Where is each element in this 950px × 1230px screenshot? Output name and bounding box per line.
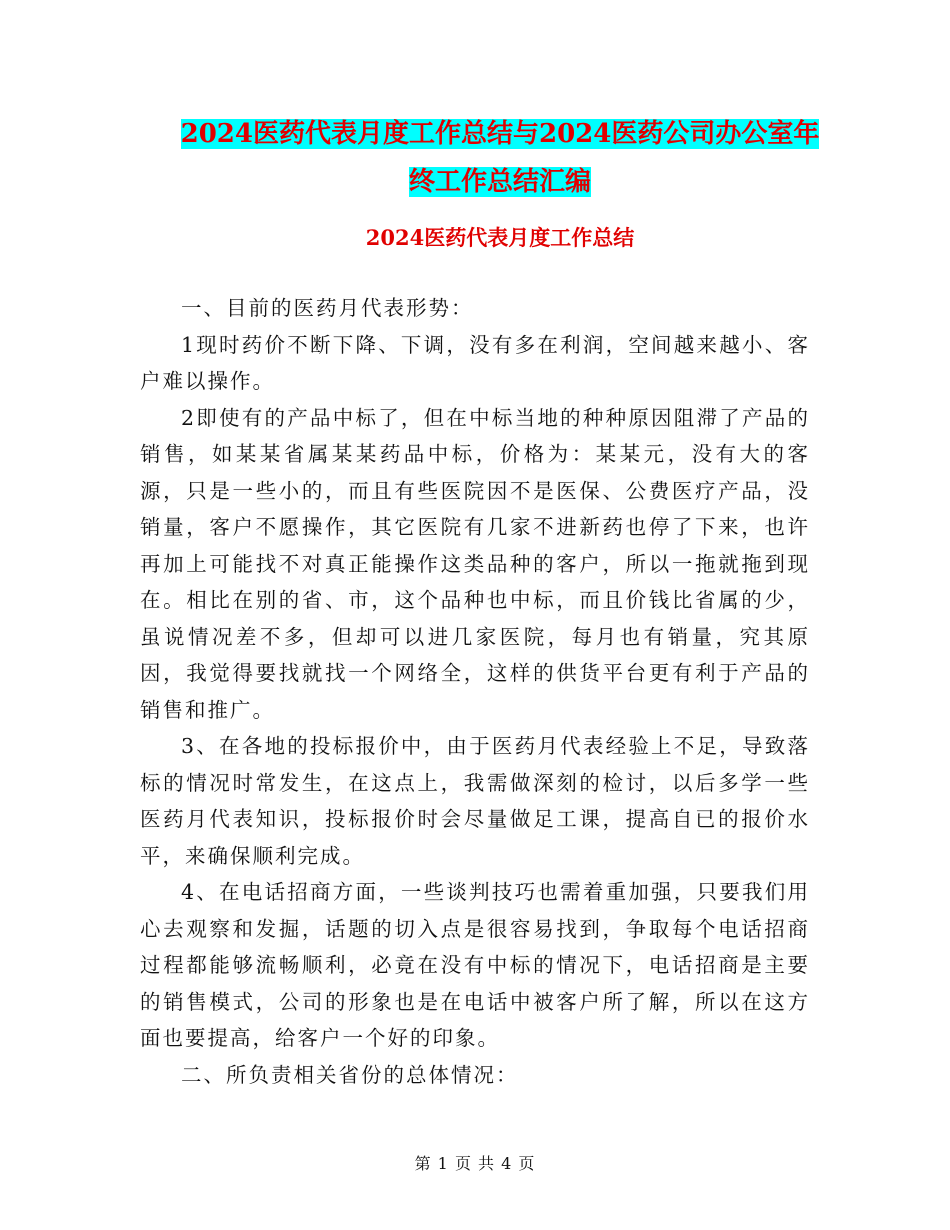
document-title [140,110,860,206]
paragraph: 4、在电话招商方面，一些谈判技巧也需着重加强，只要我们用心去观察和发掘，话题的切入点是很容易找到，争取每个电话招商过程都能够流畅顺利，必竟在没有中标的情况下，电话招商是主要的销售模式，公司的形象也是在电话中被客户所了解，所以在这方面也要提高，给客户一个好的印象。 [140,880,810,1050]
paragraph: 3、在各地的投标报价中，由于医药月代表经验上不足，导致落标的情况时常发生，在这点上，我需做深刻的检讨，以后多学一些医药月代表知识，投标报价时会尽量做足工课，提高自已的报价水平，来确保顺利完成。 [140,734,810,868]
paragraph-heading-1: 一、目前的医药月代表形势： [181,296,474,320]
document-body [140,290,810,1093]
section-title: 2024医药代表月度工作总结 [365,225,635,250]
title-line-2: 终工作总结汇编 [408,167,591,197]
title-line-1: 2024医药代表月度工作总结与2024医药公司办公室年 [180,119,820,149]
paragraph: 2即使有的产品中标了，但在中标当地的种种原因阻滞了产品的销售，如某某省属某某药品中标，价格为：某某元，没有大的客源，只是一些小的，而且有些医院因不是医保、公费医疗产品，没销量，客户不愿操作，其它医院有几家不进新药也停了下来，也许再加上可能找不对真正能操作这类品种的客户，所以一拖就拖到现在。相比在别的省、市，这个品种也中标，而且价钱比省属的少，虽说情况差不多，但却可以进几家医院，每月也有销量，究其原因，我觉得要找就找一个网络全，这样的供货平台更有利于产品的销售和推广。 [140,405,810,722]
page-footer: 第 1 页 共 4 页 [414,1154,536,1173]
paragraph-heading-2: 二、所负责相关省份的总体情况： [181,1062,519,1087]
paragraph: 1现时药价不断下降、下调，没有多在利润，空间越来越小、客户难以操作。 [140,332,810,393]
